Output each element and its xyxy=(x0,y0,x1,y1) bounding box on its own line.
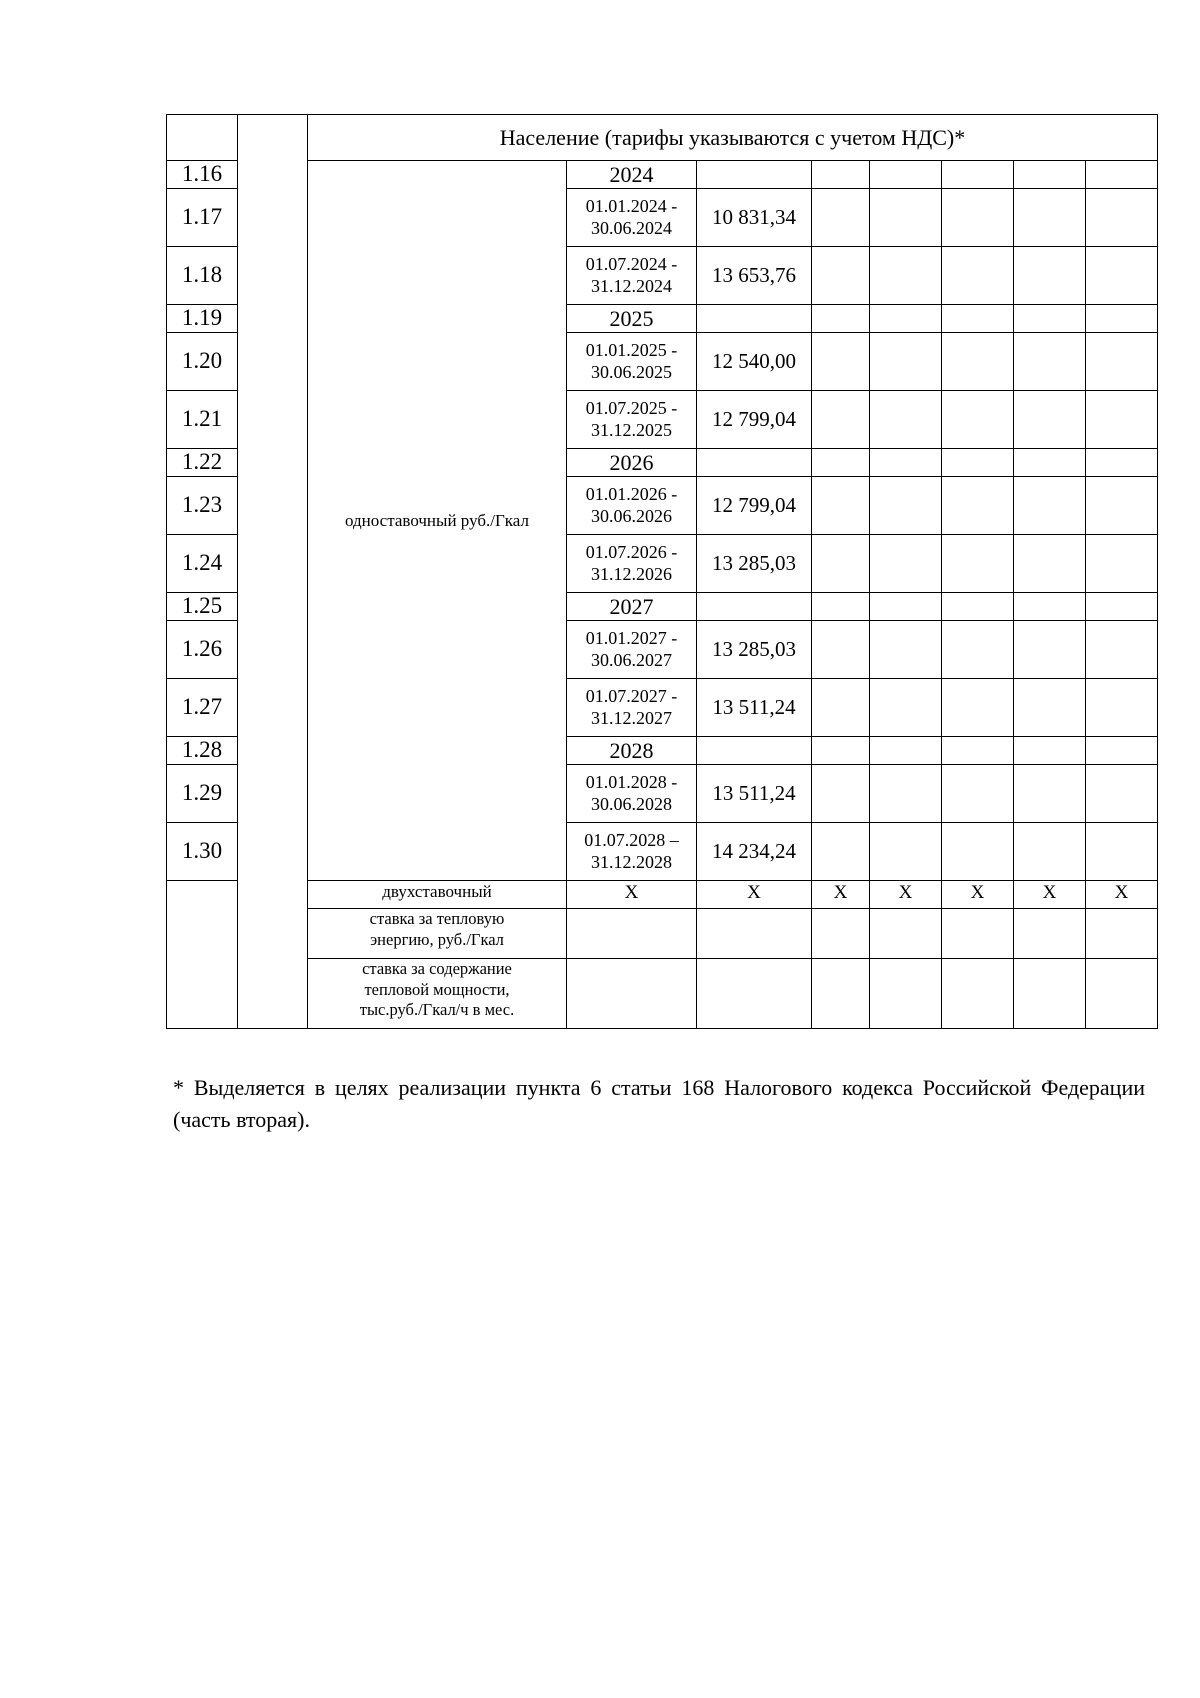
empty-cell xyxy=(1013,304,1086,333)
row-number: 1.30 xyxy=(166,822,238,881)
two-rate-label: двухставочный xyxy=(307,880,567,909)
period-cell: 01.01.2025 - 30.06.2025 xyxy=(566,332,697,391)
period-cell: 01.01.2026 - 30.06.2026 xyxy=(566,476,697,535)
empty-cell xyxy=(1085,908,1158,959)
tariff-value: 13 511,24 xyxy=(696,678,812,737)
empty-cell xyxy=(1085,822,1158,881)
empty-cell xyxy=(941,736,1014,765)
x-mark: X xyxy=(1013,880,1086,909)
empty-cell xyxy=(1013,736,1086,765)
empty-cell xyxy=(1085,736,1158,765)
empty-cell xyxy=(811,476,870,535)
tariff-value: 10 831,34 xyxy=(696,188,812,247)
empty-cell xyxy=(941,822,1014,881)
empty-cell xyxy=(1013,908,1086,959)
empty-cell xyxy=(811,678,870,737)
empty-cell xyxy=(811,764,870,823)
empty-cell xyxy=(869,448,942,477)
year-cell: 2027 xyxy=(566,592,697,621)
row-number: 1.26 xyxy=(166,620,238,679)
empty-cell xyxy=(811,332,870,391)
year-cell: 2025 xyxy=(566,304,697,333)
empty-cell xyxy=(869,958,942,1029)
empty-cell xyxy=(1085,160,1158,189)
tariff-value: 13 285,03 xyxy=(696,620,812,679)
empty-cell xyxy=(811,620,870,679)
row-number: 1.29 xyxy=(166,764,238,823)
tariff-value xyxy=(696,304,812,333)
row-number: 1.16 xyxy=(166,160,238,189)
tariff-value: 13 511,24 xyxy=(696,764,812,823)
year-cell: 2026 xyxy=(566,448,697,477)
empty-cell xyxy=(696,908,812,959)
empty-cell xyxy=(1013,620,1086,679)
empty-cell xyxy=(1013,188,1086,247)
capacity-rate-label: ставка за содержание тепловой мощности, тыс.руб./Гкал/ч в мес. xyxy=(307,958,567,1029)
empty-cell xyxy=(811,246,870,305)
row-number: 1.24 xyxy=(166,534,238,593)
tariff-value xyxy=(696,592,812,621)
empty-cell xyxy=(941,534,1014,593)
empty-cell xyxy=(869,736,942,765)
tariff-value xyxy=(696,736,812,765)
row-number: 1.25 xyxy=(166,592,238,621)
empty-cell xyxy=(869,678,942,737)
empty-cell xyxy=(1085,678,1158,737)
tariff-value: 12 799,04 xyxy=(696,476,812,535)
empty-cell xyxy=(941,476,1014,535)
empty-cell xyxy=(1013,332,1086,391)
empty-cell xyxy=(941,448,1014,477)
empty-cell xyxy=(1013,448,1086,477)
empty-cell xyxy=(1013,160,1086,189)
period-cell: 01.07.2026 - 31.12.2026 xyxy=(566,534,697,593)
x-mark: X xyxy=(1085,880,1158,909)
empty-cell xyxy=(869,620,942,679)
empty-cell xyxy=(811,304,870,333)
header-empty-cell xyxy=(166,114,238,161)
period-cell: 01.07.2025 - 31.12.2025 xyxy=(566,390,697,449)
empty-cell xyxy=(1013,476,1086,535)
empty-cell xyxy=(696,958,812,1029)
period-cell: 01.07.2028 – 31.12.2028 xyxy=(566,822,697,881)
empty-cell xyxy=(941,908,1014,959)
empty-cell xyxy=(1013,822,1086,881)
empty-cell xyxy=(1013,534,1086,593)
empty-cell xyxy=(1085,764,1158,823)
empty-cell xyxy=(941,764,1014,823)
footnote: * Выделяется в целях реализации пункта 6 статьи 168 Налогового кодекса Российской Федерации (часть вторая). xyxy=(173,1075,1145,1132)
empty-cell xyxy=(941,332,1014,391)
x-mark: X xyxy=(869,880,942,909)
tariff-value xyxy=(696,448,812,477)
table-header: Население (тарифы указываются с учетом НДС)* xyxy=(307,114,1158,161)
empty-cell xyxy=(1085,620,1158,679)
empty-cell xyxy=(869,246,942,305)
row-number: 1.18 xyxy=(166,246,238,305)
empty-cell xyxy=(941,188,1014,247)
empty-cell xyxy=(811,958,870,1029)
blank-column-cell xyxy=(237,114,308,1029)
empty-cell xyxy=(869,332,942,391)
year-cell: 2028 xyxy=(566,736,697,765)
empty-cell xyxy=(869,534,942,593)
empty-cell xyxy=(566,958,697,1029)
row-number: 1.17 xyxy=(166,188,238,247)
period-cell: 01.01.2028 - 30.06.2028 xyxy=(566,764,697,823)
empty-cell xyxy=(811,592,870,621)
empty-cell xyxy=(1085,332,1158,391)
row-number: 1.21 xyxy=(166,390,238,449)
empty-cell xyxy=(869,476,942,535)
empty-cell xyxy=(811,736,870,765)
empty-cell xyxy=(1013,592,1086,621)
tariff-value: 13 653,76 xyxy=(696,246,812,305)
empty-cell xyxy=(941,246,1014,305)
row-number: 1.27 xyxy=(166,678,238,737)
period-cell: 01.07.2024 - 31.12.2024 xyxy=(566,246,697,305)
row-number: 1.28 xyxy=(166,736,238,765)
empty-cell xyxy=(1085,476,1158,535)
x-mark: X xyxy=(941,880,1014,909)
empty-cell xyxy=(1013,390,1086,449)
empty-cell xyxy=(1085,958,1158,1029)
empty-cell xyxy=(869,160,942,189)
empty-cell xyxy=(1085,592,1158,621)
empty-cell xyxy=(941,304,1014,333)
empty-cell xyxy=(1013,246,1086,305)
empty-cell xyxy=(811,188,870,247)
x-mark: X xyxy=(811,880,870,909)
tariff-value: 12 540,00 xyxy=(696,332,812,391)
one-rate-label: одноставочный руб./Гкал xyxy=(307,160,567,881)
empty-cell xyxy=(811,448,870,477)
x-mark: X xyxy=(566,880,697,909)
empty-cell xyxy=(941,958,1014,1029)
period-cell: 01.01.2027 - 30.06.2027 xyxy=(566,620,697,679)
empty-cell xyxy=(566,908,697,959)
row-number: 1.22 xyxy=(166,448,238,477)
empty-cell xyxy=(811,390,870,449)
empty-cell xyxy=(869,908,942,959)
empty-cell xyxy=(869,390,942,449)
empty-cell xyxy=(1085,534,1158,593)
empty-cell xyxy=(941,390,1014,449)
empty-cell xyxy=(869,188,942,247)
empty-cell xyxy=(1085,304,1158,333)
tariff-value: 13 285,03 xyxy=(696,534,812,593)
empty-cell xyxy=(811,160,870,189)
empty-cell xyxy=(869,764,942,823)
tariff-value xyxy=(696,160,812,189)
empty-cell xyxy=(811,822,870,881)
empty-cell xyxy=(1085,448,1158,477)
empty-cell xyxy=(941,678,1014,737)
empty-cell xyxy=(941,592,1014,621)
empty-cell xyxy=(1085,390,1158,449)
empty-cell xyxy=(1085,188,1158,247)
row-number: 1.20 xyxy=(166,332,238,391)
empty-cell xyxy=(1013,958,1086,1029)
year-cell: 2024 xyxy=(566,160,697,189)
empty-cell xyxy=(869,304,942,333)
empty-cell xyxy=(1085,246,1158,305)
empty-cell xyxy=(811,534,870,593)
x-mark: X xyxy=(696,880,812,909)
row-number: 1.23 xyxy=(166,476,238,535)
row-number: 1.19 xyxy=(166,304,238,333)
tariff-value: 12 799,04 xyxy=(696,390,812,449)
empty-cell xyxy=(1013,678,1086,737)
heat-energy-rate-label: ставка за тепловую энергию, руб./Гкал xyxy=(307,908,567,959)
empty-number-cell xyxy=(166,880,238,1029)
period-cell: 01.07.2027 - 31.12.2027 xyxy=(566,678,697,737)
period-cell: 01.01.2024 - 30.06.2024 xyxy=(566,188,697,247)
tariff-value: 14 234,24 xyxy=(696,822,812,881)
empty-cell xyxy=(869,592,942,621)
empty-cell xyxy=(1013,764,1086,823)
empty-cell xyxy=(941,160,1014,189)
empty-cell xyxy=(869,822,942,881)
empty-cell xyxy=(941,620,1014,679)
empty-cell xyxy=(811,908,870,959)
